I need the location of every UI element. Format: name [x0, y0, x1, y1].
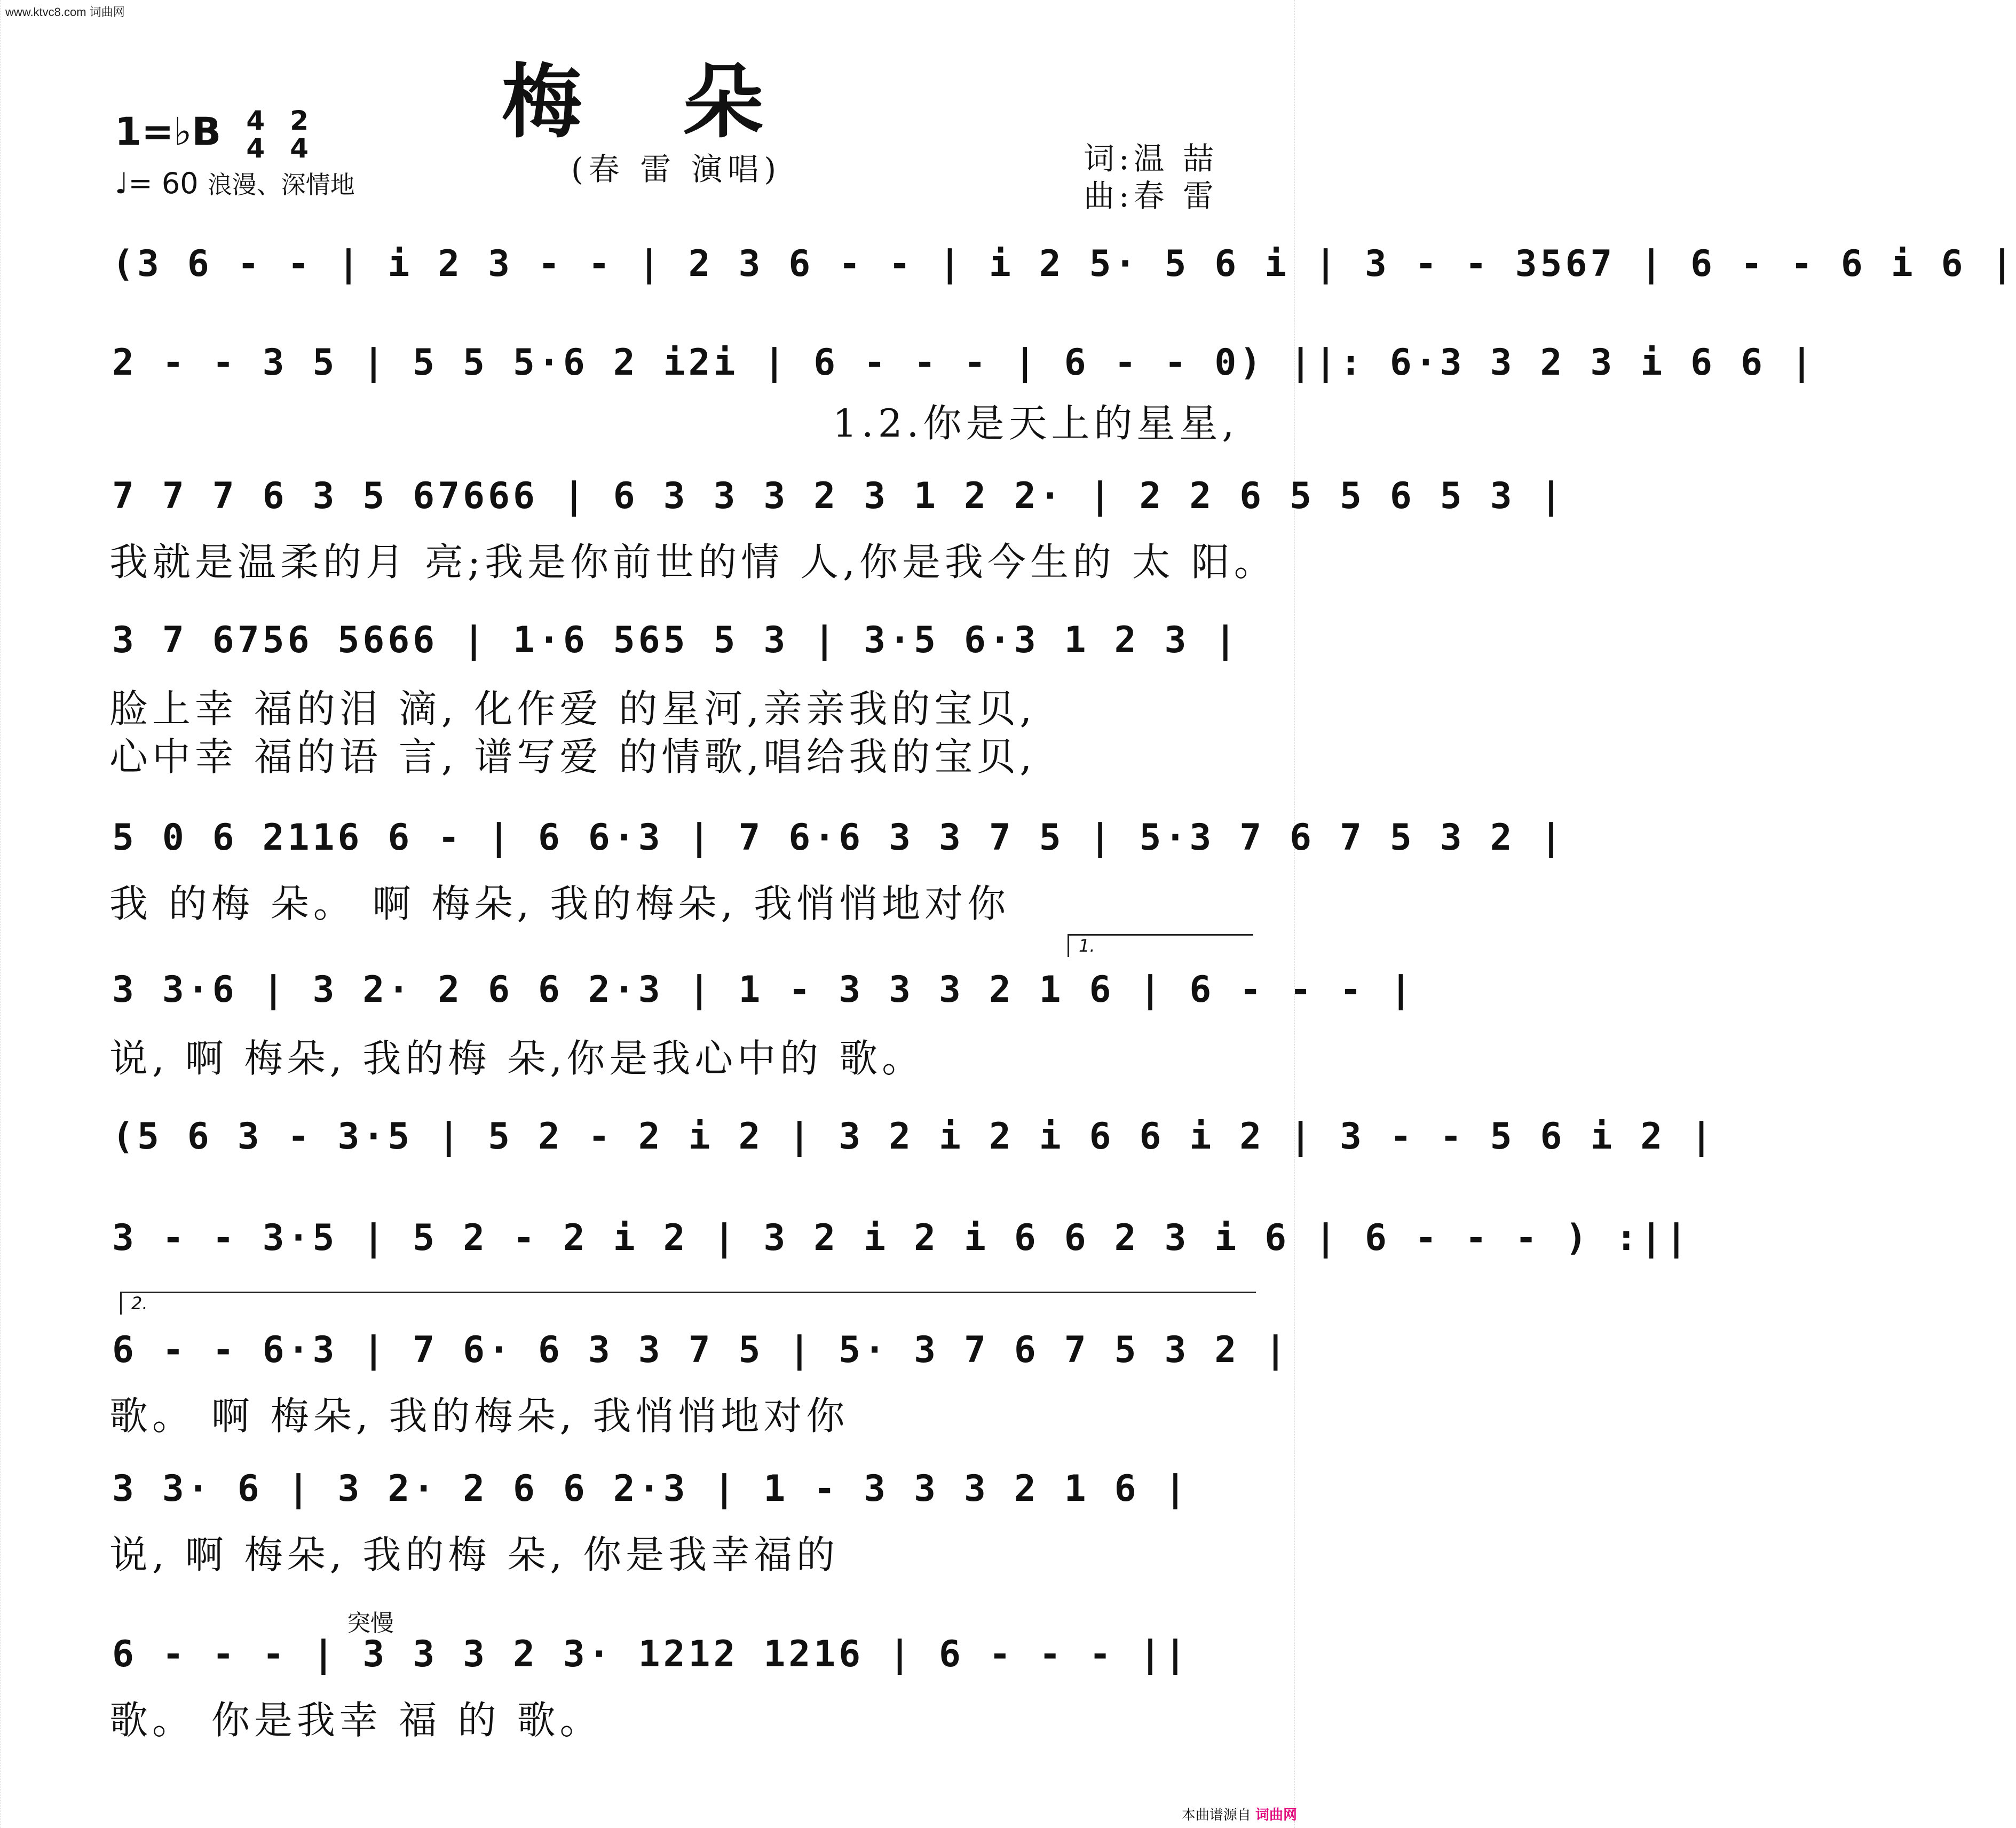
lyrics-line-9: 歌。 啊 梅朵, 我的梅朵, 我悄悄地对你 — [109, 1394, 849, 1438]
lyrics-line-4b: 心中幸 福的语 言, 谱写爱 的情歌,唱给我的宝贝, — [109, 734, 1037, 779]
footer-source — [1182, 1804, 1297, 1824]
singer: (春 雷 演唱) — [571, 151, 782, 187]
volta-2: 2. — [120, 1292, 1256, 1315]
lyrics-line-2: 1.2.你是天上的星星, — [833, 401, 1239, 446]
lyrics-line-3: 我就是温柔的月 亮;我是你前世的情 人,你是我今生的 太 阳。 — [109, 540, 1277, 584]
notation-line-10: 3 3· 6 | 3 2· 2 6 6 2·3 | 1 - 3 3 3 2 1 6 | — [112, 1468, 1190, 1510]
notation-line-11: 6 - - - | 3 3 3 2 3· 1212 1216 | 6 - - - || — [112, 1633, 1190, 1675]
notation-line-5: 5 0 6 2116 6 - | 6 6·3 | 7 6·6 3 3 7 5 | 5·3 7 6 7 5 3 2 | — [112, 817, 1566, 859]
lyrics-line-5: 我 的梅 朵。 啊 梅朵, 我的梅朵, 我悄悄地对你 — [109, 881, 1010, 926]
tempo-marking — [115, 165, 355, 201]
key-text: 1=♭B — [115, 109, 222, 154]
volta-1: 1. — [1068, 934, 1253, 957]
tempo-expression: 浪漫、深情地 — [207, 170, 355, 199]
notation-line-4: 3 7 6756 5666 | 1·6 565 5 3 | 3·5 6·3 1 2 3 | — [112, 619, 1240, 661]
notation-line-7: (5 6 3 - 3·5 | 5 2 - 2 i 2 | 3 2 i 2 i 6 6 i 2 | 3 - - 5 6 i 2 | — [112, 1115, 1716, 1158]
key-signature — [115, 107, 309, 162]
notation-line-9: 6 - - 6·3 | 7 6· 6 3 3 7 5 | 5· 3 7 6 7 5 3 2 | — [112, 1329, 1290, 1371]
source-url[interactable]: www.ktvc8.com 词曲网 — [5, 5, 125, 19]
lyricist: 词:温 喆 — [1084, 140, 1218, 177]
lyrics-line-6: 说, 啊 梅朵, 我的梅 朵,你是我心中的 歌。 — [109, 1036, 925, 1081]
notation-line-2: 2 - - 3 5 | 5 5 5·6 2 i2i | 6 - - - | 6 - - 0) ||: 6·3 3 2 3 i 6 6 | — [112, 342, 1816, 384]
notation-line-8: 3 - - 3·5 | 5 2 - 2 i 2 | 3 2 i 2 i 6 6 2 3 i 6 | 6 - - - ) :|| — [112, 1217, 1691, 1259]
slow-down-marking: 突慢 — [347, 1610, 394, 1637]
lyrics-line-4a: 脸上幸 福的泪 滴, 化作爱 的星河,亲亲我的宝贝, — [109, 686, 1037, 731]
time-signature-2: 2 4 — [290, 105, 309, 164]
notation-line-6: 3 3·6 | 3 2· 2 6 6 2·3 | 1 - 3 3 3 2 1 6 | 6 - - - | — [112, 969, 1415, 1011]
footer-source-text: 本曲谱源自 — [1181, 1807, 1251, 1823]
lyrics-line-11: 歌。 你是我幸 福 的 歌。 — [109, 1698, 603, 1743]
lyrics-line-10: 说, 啊 梅朵, 我的梅 朵, 你是我幸福的 — [109, 1532, 840, 1577]
tempo-mark: ♩= 60 — [115, 167, 199, 200]
composer: 曲:春 雷 — [1084, 178, 1218, 214]
notation-line-1: (3 6 - - | i 2 3 - - | 2 3 6 - - | i 2 5· 5 6 i | 3 - - 3567 | 6 - - 6 i 6 | — [112, 243, 2016, 285]
time-signature-1: 4 4 — [246, 105, 265, 164]
song-title: 梅朵 — [502, 55, 865, 149]
left-margin-strip — [0, 0, 13, 1828]
notation-line-3: 7 7 7 6 3 5 67666 | 6 3 3 3 2 3 1 2 2· | 2 2 6 5 5 6 5 3 | — [112, 475, 1566, 517]
site-logo[interactable]: 词曲网 — [1255, 1807, 1297, 1823]
